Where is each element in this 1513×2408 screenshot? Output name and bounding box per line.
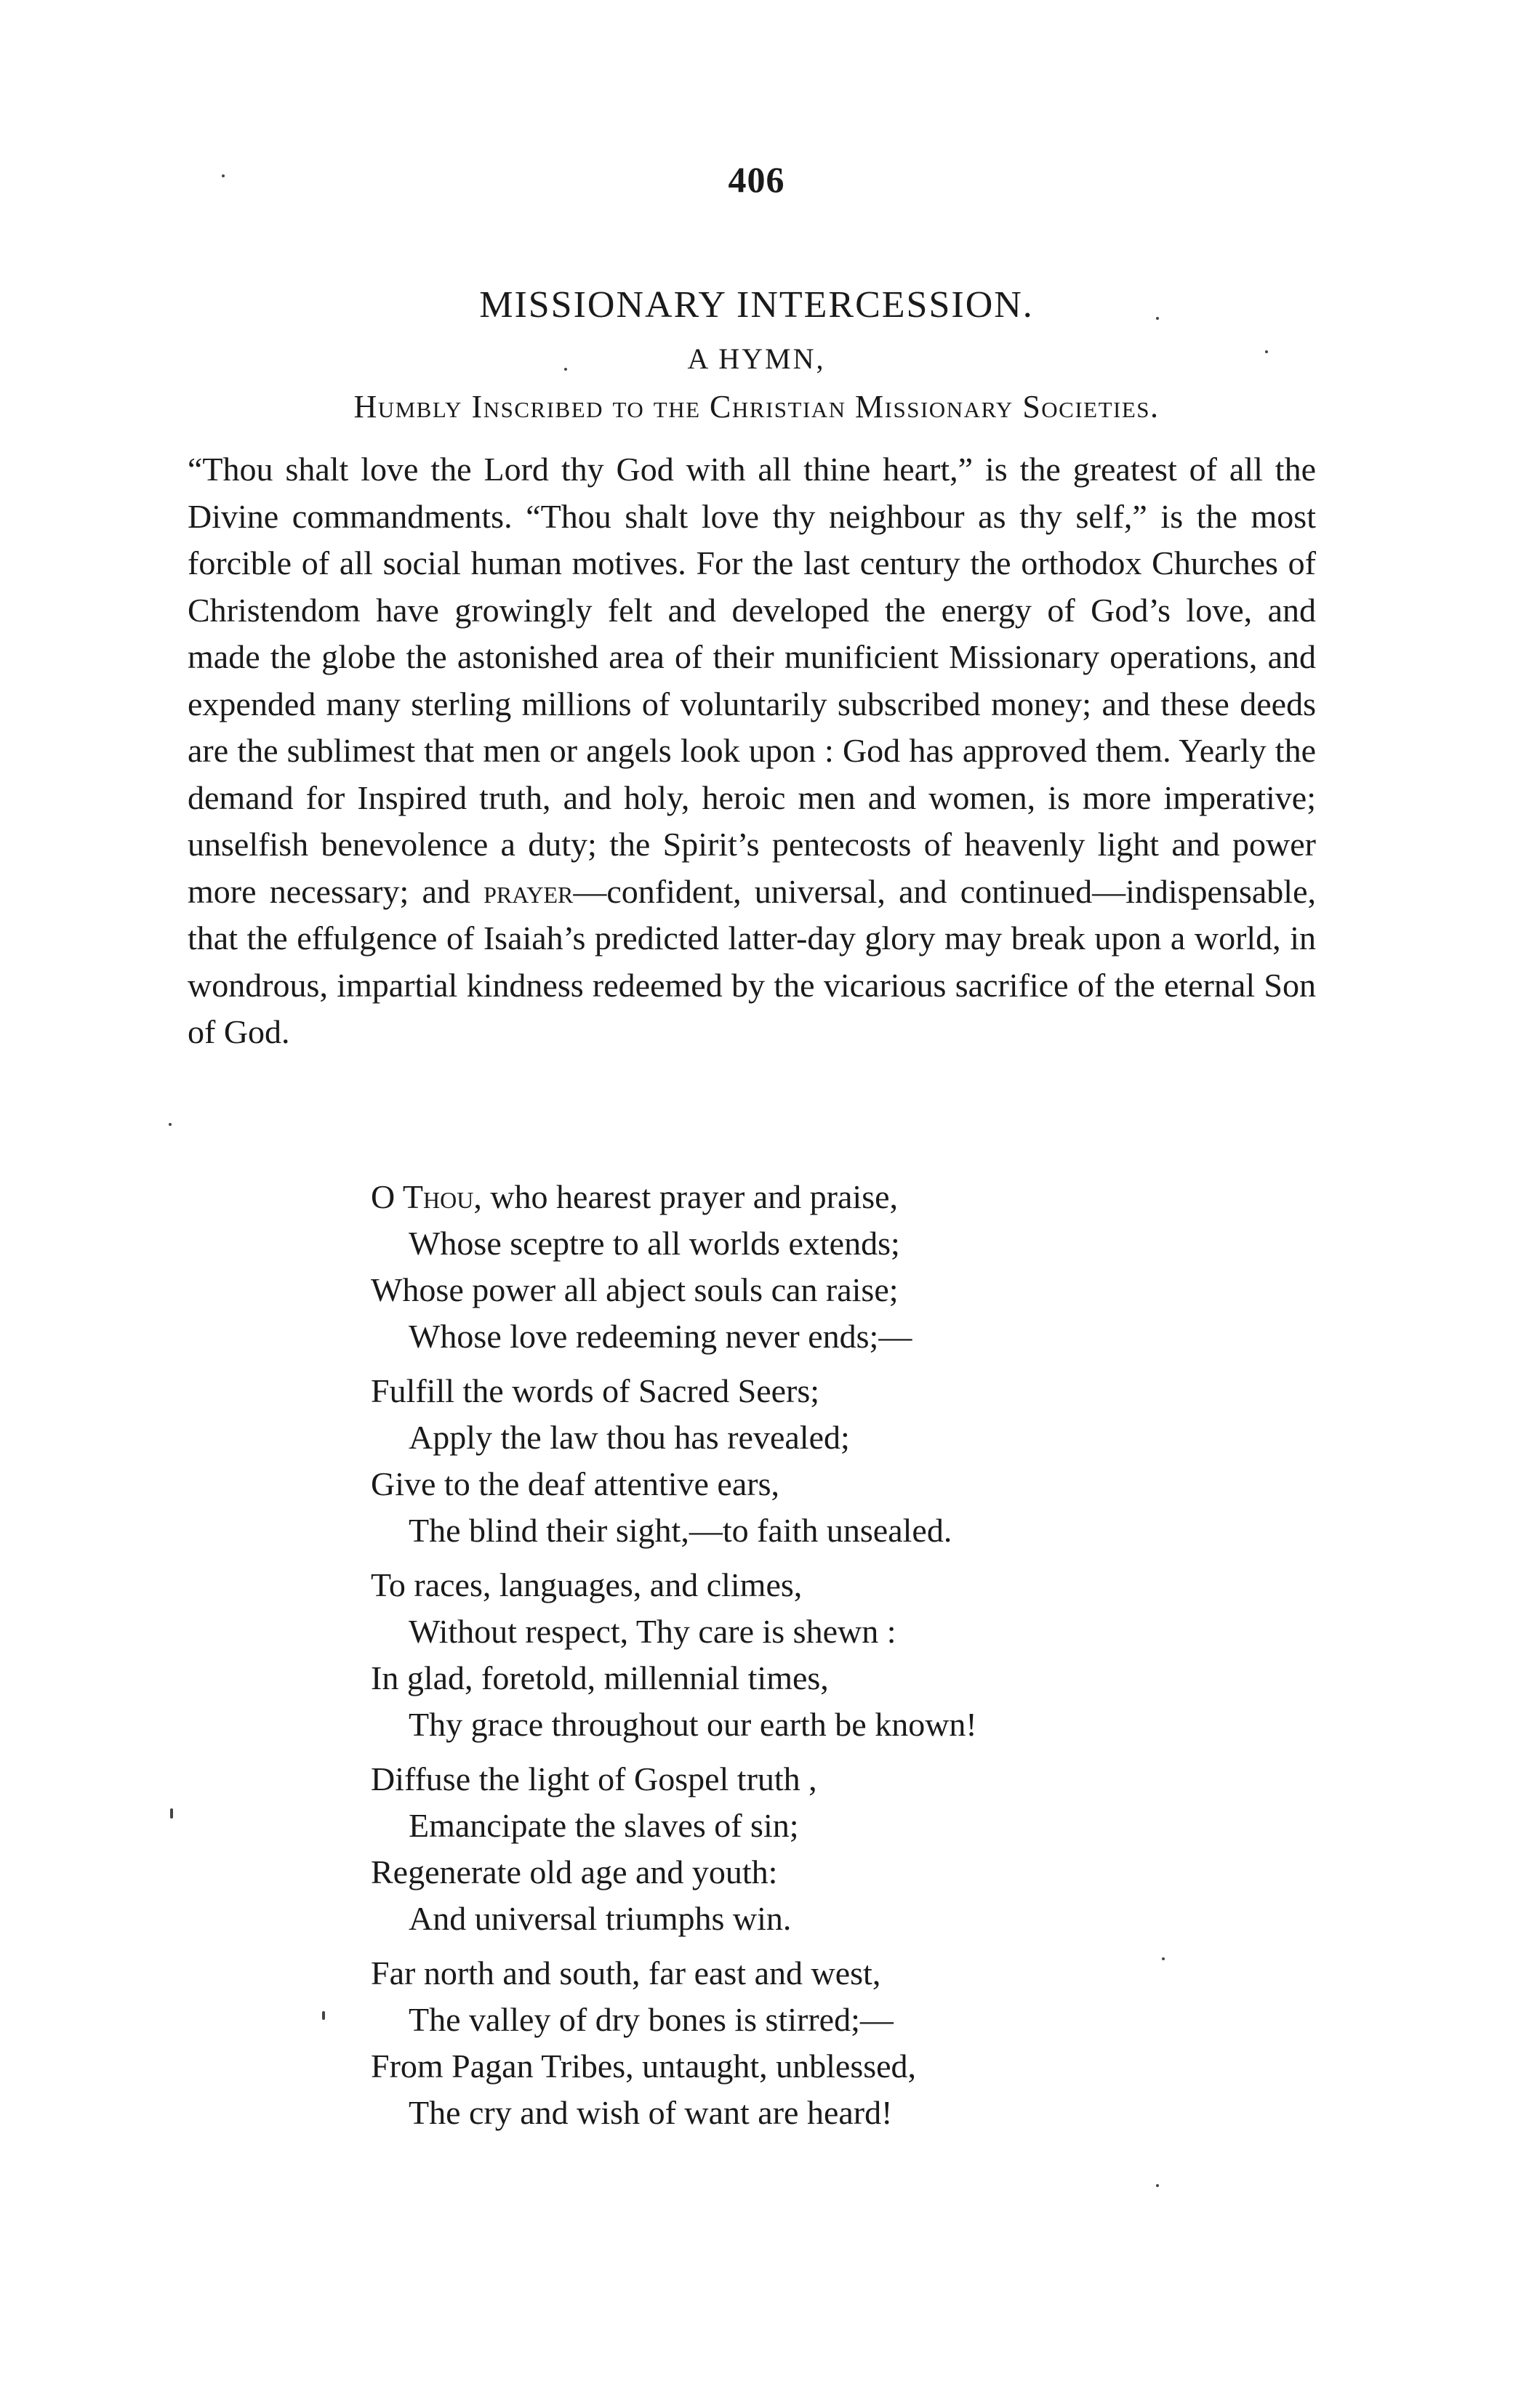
stanza-1-line-2: Whose sceptre to all worlds extends; (409, 1225, 900, 1262)
scan-speck (1156, 317, 1159, 320)
stanza-2-line-2: Apply the law thou has revealed; (409, 1419, 850, 1456)
stanza-4 (371, 1756, 1243, 1942)
stanza-2-line-1: Fulfill the words of Sacred Seers; (371, 1372, 820, 1409)
stanza-5-line-4: The cry and wish of want are heard! (409, 2094, 893, 2131)
scan-speck (1265, 350, 1268, 353)
scan-speck (222, 174, 225, 177)
scan-speck (322, 2011, 325, 2020)
stanza-1-first-word: O Thou, (371, 1178, 482, 1215)
page-number: 406 (728, 159, 785, 200)
stanza-1-line-1-rest: who hearest prayer and praise, (481, 1178, 899, 1215)
stanza-5-line-1: Far north and south, far east and west, (371, 1954, 881, 1992)
stanza-3 (371, 1562, 1243, 1748)
stanza-3-line-1: To races, languages, and climes, (371, 1566, 803, 1603)
dedication-line: Humbly Inscribed to the Christian Missionary Societies. (353, 389, 1160, 424)
stanza-2 (371, 1368, 1243, 1554)
intro-prayer-word: prayer (483, 872, 574, 910)
scan-speck (1162, 1957, 1165, 1960)
stanza-1-line-4: Whose love redeeming never ends;— (409, 1318, 912, 1355)
stanza-1 (371, 1174, 1243, 1360)
intro-text-part-1: “Thou shalt love the Lord thy God with all thine heart,” is the greatest of all the Divine commandments. “Thou shalt love thy neighbour as thy self,” is the most forcible of all social human motives. For the last century the orthodox Churches of Christendom have growingly felt and developed the energy of God’s love, and made the globe the astonished area of their munificient Missionary operations, and expended many sterling millions of voluntarily subscribed money; and these deeds are the sublimest that men or angels look upon : God has approved them. Yearly the demand for Inspired truth, and holy, heroic men and women, is more imperative; unselfish benevolence a duty; the Spirit’s pentecosts of heavenly light and power more necessary; and (188, 451, 1316, 910)
stanza-3-line-4: Thy grace throughout our earth be known! (409, 1706, 977, 1743)
scan-speck (1156, 2184, 1159, 2187)
stanza-3-line-2: Without respect, Thy care is shewn : (409, 1613, 896, 1650)
stanza-4-line-3: Regenerate old age and youth: (371, 1853, 778, 1890)
intro-text-part-2: —confident, universal, and continued—indispensable, that the effulgence of Isaiah’s predicted latter-day glory may break upon a world, in wondrous, impartial kindness redeemed by the vicarious sacrifice of the eternal Son of God. (188, 872, 1316, 1050)
stanza-4-line-1: Diffuse the light of Gospel truth , (371, 1760, 817, 1797)
stanza-4-line-4: And universal triumphs win. (409, 1900, 792, 1937)
scan-speck (169, 1123, 172, 1126)
stanza-3-line-3: In glad, foretold, millennial times, (371, 1659, 829, 1696)
hymn-subtitle: A HYMN, (687, 342, 826, 375)
intro-paragraph (188, 446, 1316, 1056)
stanza-5-line-3: From Pagan Tribes, untaught, unblessed, (371, 2047, 917, 2085)
stanza-4-line-2: Emancipate the slaves of sin; (409, 1807, 799, 1844)
stanza-5 (371, 1950, 1243, 2136)
scan-speck (170, 1808, 173, 1819)
stanza-1-line-3: Whose power all abject souls can raise; (371, 1271, 899, 1308)
scan-speck (564, 368, 567, 371)
stanza-2-line-3: Give to the deaf attentive ears, (371, 1465, 779, 1502)
stanza-2-line-4: The blind their sight,—to faith unsealed. (409, 1512, 952, 1549)
hymn-title: MISSIONARY INTERCESSION. (479, 284, 1034, 326)
stanza-1-line-1 (371, 1174, 1243, 1220)
stanza-5-line-2: The valley of dry bones is stirred;— (409, 2001, 894, 2038)
